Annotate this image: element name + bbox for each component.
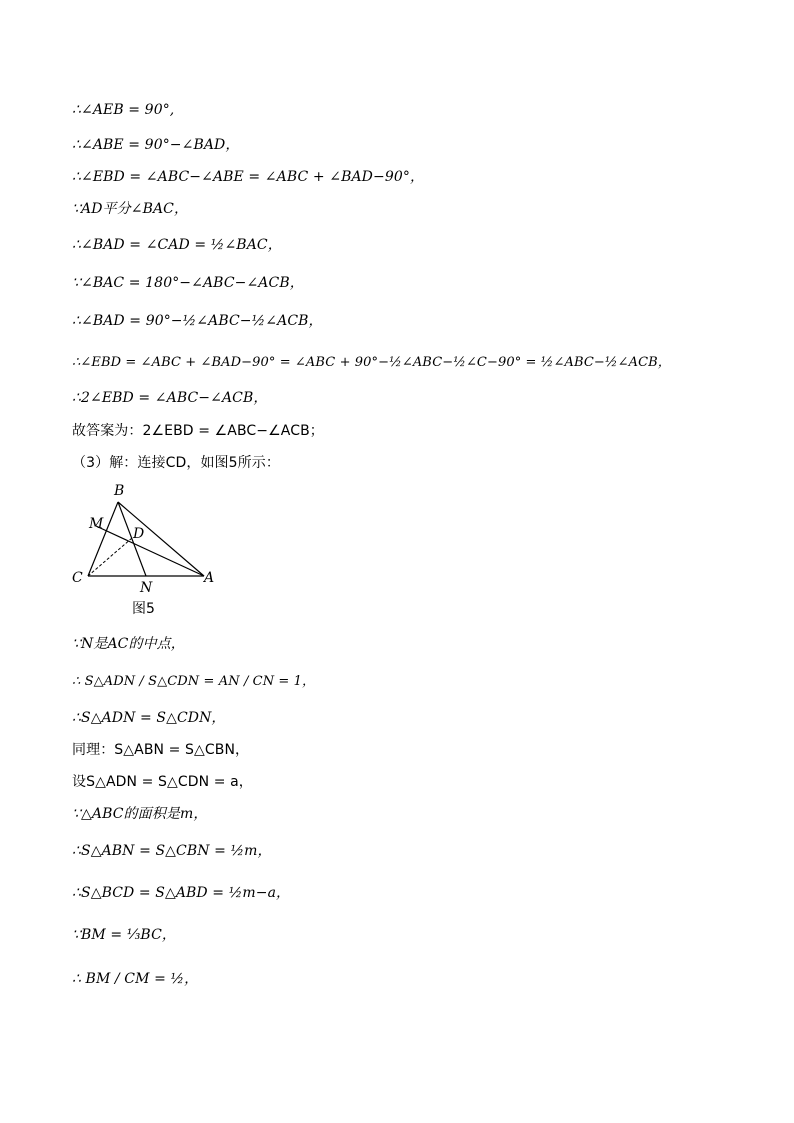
- proof2-line-2: ∴ S△ADN / S△CDN = AN / CN = 1，: [72, 674, 316, 689]
- proof2-line-10: ∴ BM / CM = ½，: [72, 971, 199, 987]
- proof2-line-9: ∵BM = ⅓BC，: [72, 927, 176, 943]
- label-A: A: [204, 570, 215, 586]
- proof-line-7: ∴∠BAD = 90°−½∠ABC−½∠ACB，: [72, 313, 323, 329]
- proof2-line-7: ∴S△ABN = S△CBN = ½m，: [72, 843, 272, 859]
- proof-line-2: ∴∠ABE = 90°−∠BAD，: [72, 137, 240, 153]
- answer-line: 故答案为：2∠EBD = ∠ABC−∠ACB；: [72, 423, 324, 439]
- segment-CD: [88, 538, 132, 576]
- label-N: N: [140, 580, 153, 596]
- figure-caption: 图5: [132, 601, 155, 617]
- proof2-line-5: 设S△ADN = S△CDN = a，: [72, 774, 253, 790]
- triangle-figure: [66, 478, 226, 618]
- proof-line-5: ∴∠BAD = ∠CAD = ½∠BAC，: [72, 237, 282, 253]
- label-D: D: [133, 526, 145, 542]
- label-B: B: [114, 483, 125, 499]
- proof2-line-1: ∵N是AC的中点，: [72, 636, 185, 652]
- proof-line-9: ∴2∠EBD = ∠ABC−∠ACB，: [72, 390, 268, 406]
- segment-CB: [88, 502, 118, 576]
- proof-line-3: ∴∠EBD = ∠ABC−∠ABE = ∠ABC + ∠BAD−90°，: [72, 169, 425, 185]
- part3-heading: （3）解：连接CD，如图5所示：: [72, 455, 280, 471]
- proof-line-1: ∴∠AEB = 90°,: [72, 102, 175, 118]
- proof-line-6: ∵∠BAC = 180°−∠ABC−∠ACB，: [72, 275, 304, 291]
- proof-line-8: ∴∠EBD = ∠ABC + ∠BAD−90° = ∠ABC + 90°−½∠ABC−½∠C−90° = ½∠ABC−½∠ACB，: [72, 355, 671, 370]
- proof2-line-4: 同理：S△ABN = S△CBN，: [72, 742, 250, 758]
- label-C: C: [72, 570, 83, 586]
- proof2-line-3: ∴S△ADN = S△CDN，: [72, 710, 226, 726]
- label-M: M: [89, 516, 104, 532]
- proof2-line-6: ∵△ABC的面积是m，: [72, 806, 208, 822]
- proof-line-4: ∵AD平分∠BAC，: [72, 201, 189, 217]
- segment-MA: [96, 526, 204, 576]
- proof2-line-8: ∴S△BCD = S△ABD = ½m−a，: [72, 885, 291, 901]
